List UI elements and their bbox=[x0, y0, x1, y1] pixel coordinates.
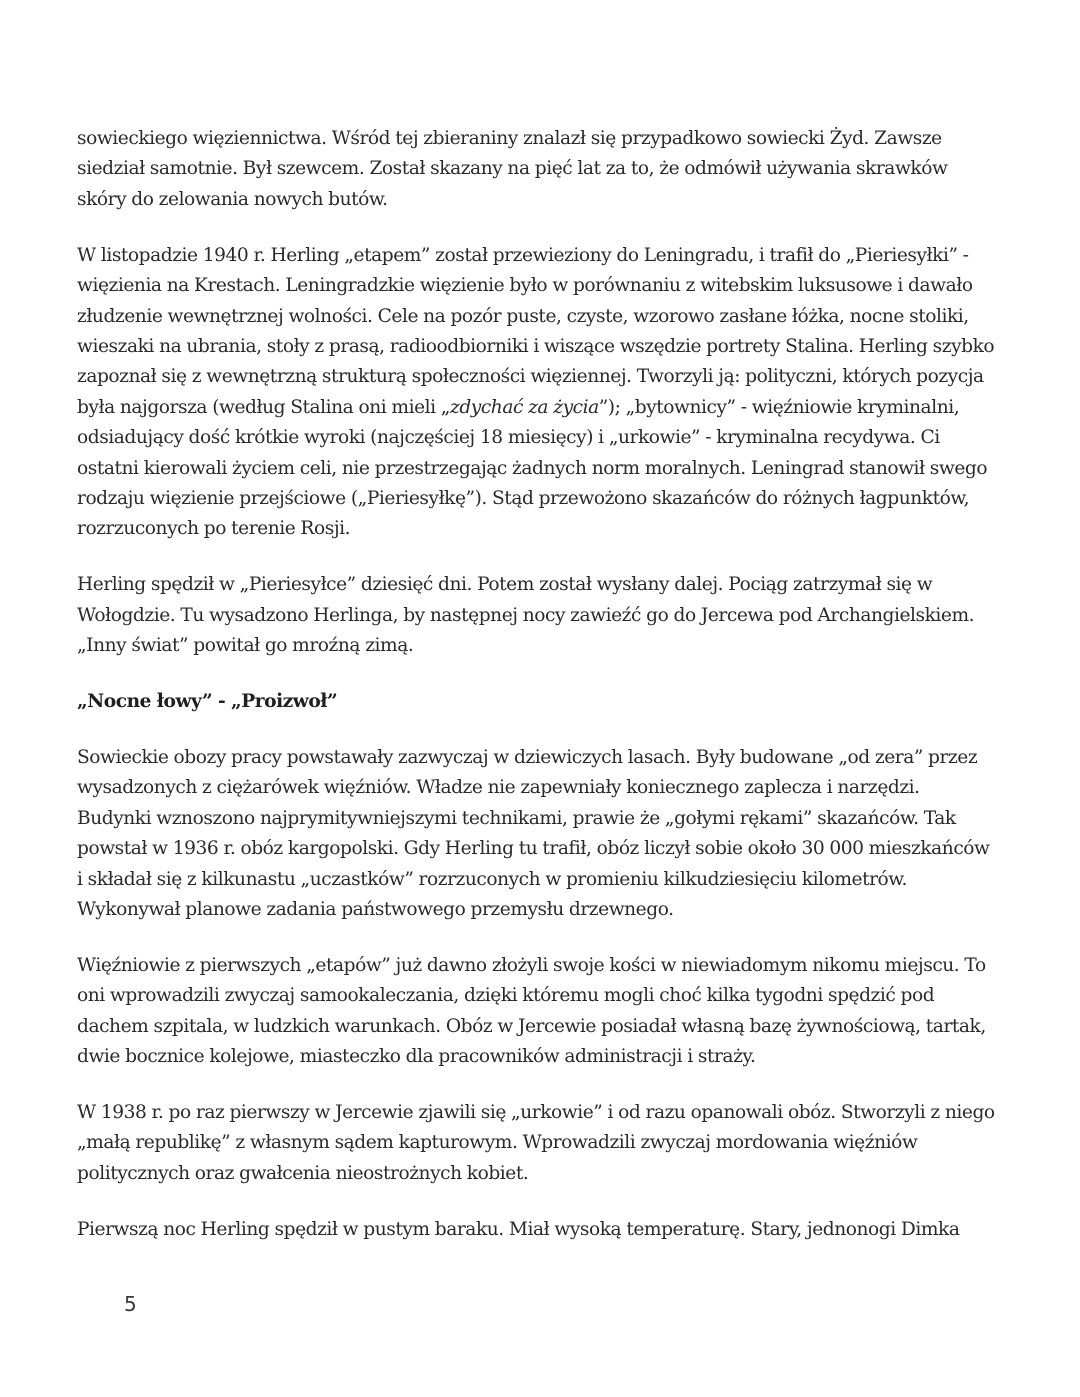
paragraph-soviet-prisons: sowieckiego więziennictwa. Wśród tej zbieraniny znalazł się przypadkowo sowiecki Żyd. Zawsze siedział samotnie. Był szewcem. Został skazany na pięć lat za to, że odmówił używania skrawków skóry do zelowania nowych butów. bbox=[77, 128, 948, 210]
paragraph-first-prisoners: Więźniowie z pierwszych „etapów” już dawno złożyli swoje kości w niewiadomym nikomu miejscu. To oni wprowadzili zwyczaj samookaleczania, dzięki któremu mogli choć kilka tygodni spędzić pod dachem szpitala, w ludzkich warunkach. Obóz w Jercewie posiadał własną bazę żywnościową, tartak, dwie bocznice kolejowe, miasteczko dla pracowników administracji i straży. bbox=[77, 954, 986, 1068]
page-number: 5 bbox=[124, 1292, 137, 1316]
paragraph-leningrad-part-2: ”); „bytownicy” - więźniowie kryminalni, odsiadujący dość krótkie wyroki (najczęściej 18 miesięcy) i „urkowie” - kryminalna recydywa. Ci ostatni kierowali życiem celi, nie przestrzegając żadnych norm moralnych. Leningrad stanowił swego rodzaju więzienie przejściowe („Pieriesyłkę”). Stąd przewożono skazańców do różnych łagpunktów, rozrzuconych po terenie Rosji. bbox=[77, 396, 988, 540]
paragraph-urkowie: W 1938 r. po raz pierwszy w Jercewie zjawili się „urkowie” i od razu opanowali obóz. Stworzyli z niego „małą republikę” z własnym sądem kapturowym. Wprowadzili zwyczaj mordowania więźniów politycznych oraz gwałcenia nieostrożnych kobiet. bbox=[77, 1101, 995, 1184]
document-page bbox=[77, 124, 997, 1271]
section-heading: „Nocne łowy” - „Proizwoł” bbox=[77, 691, 338, 712]
paragraph-pieriesylka: Herling spędził w „Pieriesyłce” dziesięć dni. Potem został wysłany dalej. Pociąg zatrzymał się w Wołogdzie. Tu wysadzono Herlinga, by następnej nocy zawieźć go do Jercewa pod Archangielskiem. „Inny świat” powitał go mroźną zimą. bbox=[77, 574, 975, 657]
italic-quote: zdychać za życia bbox=[449, 396, 599, 418]
paragraph-first-night: Pierwszą noc Herling spędził w pustym baraku. Miał wysoką temperaturę. Stary, jednonogi Dimka bbox=[77, 1218, 960, 1240]
paragraph-leningrad-part-1: W listopadzie 1940 r. Herling „etapem” został przewieziony do Leningradu, i trafił do „Pieriesyłki” - więzienia na Krestach. Leningradzkie więzienie było w porównaniu z witebskim luksusowe i dawało złudzenie wewnętrznej wolności. Cele na pozór puste, czyste, wzorowo zasłane łóżka, nocne stoliki, wieszaki na ubrania, stoły z prasą, radioodbiorniki i wiszące wszędzie portrety Stalina. Herling szybko zapoznał się z wewnętrzną strukturą społeczności więziennej. Tworzyli ją: polityczni, których pozycja była najgorsza (według Stalina oni mieli „ bbox=[77, 244, 995, 418]
paragraph-labor-camps: Sowieckie obozy pracy powstawały zazwyczaj w dziewiczych lasach. Były budowane „od zera” przez wysadzonych z ciężarówek więźniów. Władze nie zapewniały koniecznego zaplecza i narzędzi. Budynki wznoszono najprymitywniejszymi technikami, prawie że „gołymi rękami” skazańców. Tak powstał w 1936 r. obóz kargopolski. Gdy Herling tu trafił, obóz liczył sobie około 30 000 mieszkańców i składał się z kilkunastu „uczastków” rozrzuconych w promieniu kilkudziesięciu kilometrów. Wykonywał planowe zadania państwowego przemysłu drzewnego. bbox=[77, 746, 990, 920]
paragraph-leningrad bbox=[77, 241, 997, 545]
